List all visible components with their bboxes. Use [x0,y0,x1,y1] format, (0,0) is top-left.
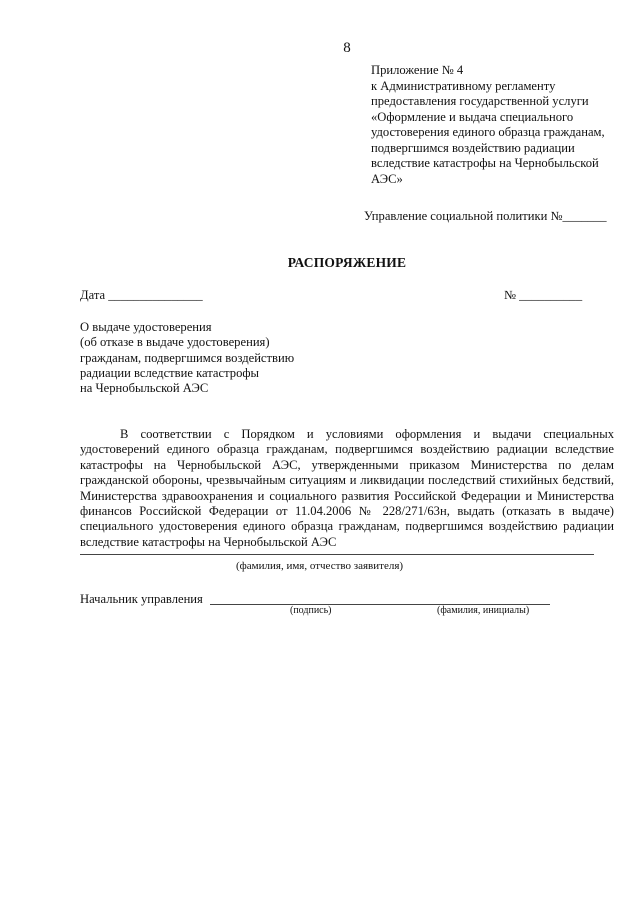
subject-line: радиации вследствие катастрофы [80,365,259,380]
subject-line: гражданам, подвергшимся воздействию [80,350,295,365]
page-number: 8 [343,40,351,56]
signature-caption: (подпись) [290,605,332,616]
signature-label: Начальник управления [80,592,203,606]
appendix-line: АЭС» [371,171,403,186]
applicant-name-line [80,554,594,555]
appendix-line: удостоверения единого образца гражданам, [371,125,605,139]
document-title: РАСПОРЯЖЕНИЕ [287,255,407,270]
body-paragraph-text: В соответствии с Порядком и условиями оформления и выдачи специальных удостоверений единого образца гражданам, подвергшимся воздействию радиации вследствие катастрофы на Чернобыльской АЭС, утвержденными приказом Министерства по делам гражданской обороны, чрезвычайным ситуациям и ликвидации последствий стихийных бедствий, Министерства здравоохранения и социального развития Российской Федерации и Министерства финансов Российской Федерации от 11.04.2006 № 228/271/63н, выдать (отказать в выдаче) специального удостоверения единого образца гражданам, подвергшимся воздействию радиации вследствие катастрофы на Чернобыльской АЭС [80,427,614,549]
recipient-office: Управление социальной политики №_______ [364,209,607,223]
subject-line: О выдаче удостоверения [80,320,212,334]
appendix-line: предоставления государственной услуги [371,94,589,108]
body-paragraph [80,427,614,550]
appendix-header [371,63,621,187]
number-field: № __________ [504,288,583,302]
appendix-line: подвергшимся воздействию радиации [371,140,575,155]
appendix-line: вследствие катастрофы на Чернобыльской [371,156,599,170]
applicant-caption: (фамилия, имя, отчество заявителя) [236,560,404,572]
appendix-line: к Административному регламенту [371,78,556,93]
subject-line: на Чернобыльской АЭС [80,381,209,396]
appendix-line: Приложение № 4 [371,63,464,77]
appendix-line: «Оформление и выдача специального [371,109,574,124]
name-caption: (фамилия, инициалы) [437,605,530,616]
subject-block [80,320,294,396]
date-field: Дата _______________ [80,288,203,302]
subject-line: (об отказе в выдаче удостоверения) [80,335,270,350]
